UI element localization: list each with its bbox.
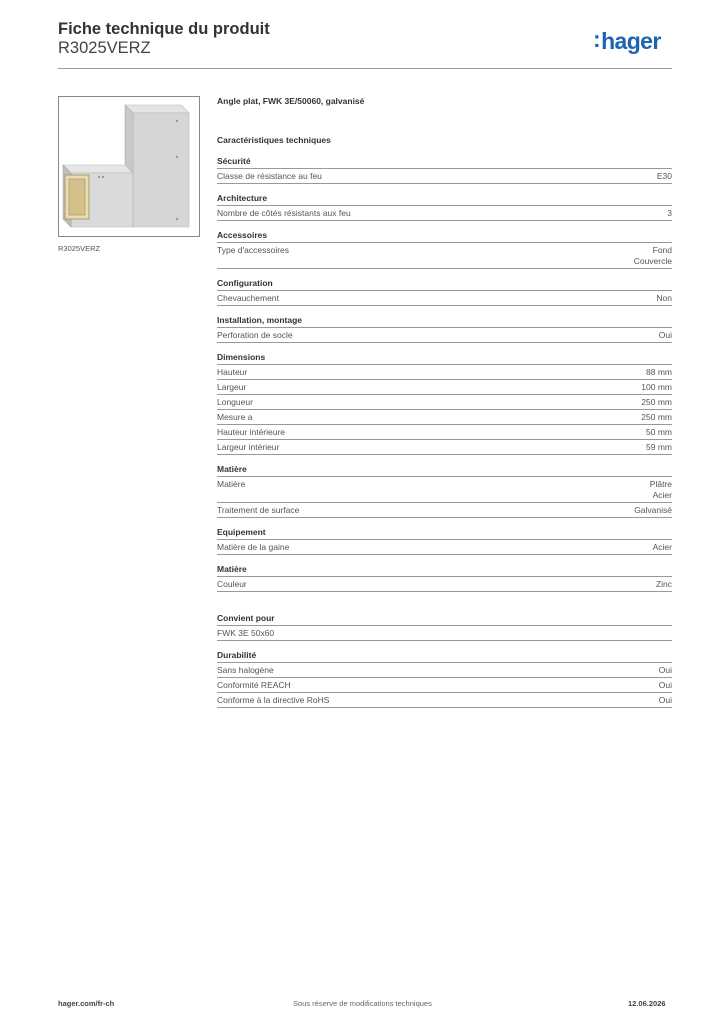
spec-value: 59 mm — [646, 442, 672, 452]
spec-sections — [217, 156, 672, 708]
footer-date: 12.06.2026 — [628, 999, 666, 1008]
section-title: Dimensions — [217, 352, 672, 365]
spec-label: Sans halogène — [217, 665, 274, 675]
product-description: Angle plat, FWK 3E/50060, galvanisé — [217, 96, 365, 106]
spec-label: Couleur — [217, 579, 247, 589]
spec-value: E30 — [656, 171, 672, 181]
spec-row — [217, 503, 672, 518]
spec-row — [217, 395, 672, 410]
spec-value: Oui — [658, 680, 672, 690]
section-title: Installation, montage — [217, 315, 672, 328]
spec-value: 88 mm — [646, 367, 672, 377]
spec-section — [217, 193, 672, 221]
product-reference: R3025VERZ — [58, 39, 151, 57]
spec-section — [217, 230, 672, 269]
technical-characteristics-title: Caractéristiques techniques — [217, 135, 331, 145]
spec-label: Traitement de surface — [217, 505, 300, 515]
spec-value: Galvanisé — [634, 505, 672, 515]
spec-content — [217, 96, 672, 717]
spec-section — [217, 156, 672, 184]
spec-label: Mesure a — [217, 412, 253, 422]
spec-section — [217, 527, 672, 555]
spec-section — [217, 315, 672, 343]
spec-row — [217, 678, 672, 693]
spec-row — [217, 328, 672, 343]
footer-website: hager.com/fr-ch — [58, 999, 115, 1008]
spec-value: 250 mm — [641, 397, 672, 407]
spec-value: Acier — [652, 542, 672, 552]
spec-section — [217, 650, 672, 708]
spec-value: Non — [656, 293, 672, 303]
spec-value: Oui — [658, 695, 672, 705]
spec-label: Longueur — [217, 397, 253, 407]
spec-row — [217, 206, 672, 221]
spec-section — [217, 464, 672, 518]
spec-label: Classe de résistance au feu — [217, 171, 322, 181]
spec-value: Oui — [658, 330, 672, 340]
spec-value: 250 mm — [641, 412, 672, 422]
product-image — [58, 96, 200, 237]
spec-value: Fond Couvercle — [633, 245, 672, 266]
header-divider — [58, 68, 672, 69]
section-title: Architecture — [217, 193, 672, 206]
section-title: Matière — [217, 464, 672, 477]
spec-row — [217, 243, 672, 269]
spec-section — [217, 564, 672, 592]
spec-label: Largeur — [217, 382, 247, 392]
spec-label: Type d'accessoires — [217, 245, 290, 255]
spec-section — [217, 352, 672, 455]
spec-label: Hauteur intérieure — [217, 427, 286, 437]
spec-value: Oui — [658, 665, 672, 675]
spec-section — [217, 613, 672, 641]
spec-label: Chevauchement — [217, 293, 279, 303]
spec-row — [217, 380, 672, 395]
spec-label: Nombre de côtés résistants aux feu — [217, 208, 351, 218]
spec-row — [217, 626, 672, 641]
section-title: Equipement — [217, 527, 672, 540]
spec-label: Largeur intérieur — [217, 442, 280, 452]
spec-label: Hauteur — [217, 367, 248, 377]
spec-label: FWK 3E 50x60 — [217, 628, 275, 638]
spec-value: 50 mm — [646, 427, 672, 437]
spec-label: Matière de la gaine — [217, 542, 290, 552]
spec-row — [217, 663, 672, 678]
section-title: Matière — [217, 564, 672, 577]
hager-logo: :hager — [593, 26, 661, 54]
spec-value: 3 — [667, 208, 672, 218]
spec-value: Zinc — [655, 579, 672, 589]
footer-notice: Sous réserve de modifications techniques — [293, 999, 432, 1008]
spec-row — [217, 440, 672, 455]
spec-row — [217, 425, 672, 440]
spec-label: Conforme à la directive RoHS — [217, 695, 330, 705]
spec-row — [217, 169, 672, 184]
image-caption: R3025VERZ — [58, 244, 101, 253]
spec-row — [217, 540, 672, 555]
document-title: Fiche technique du produit — [58, 20, 270, 38]
spec-row — [217, 291, 672, 306]
spec-row — [217, 365, 672, 380]
spec-row — [217, 693, 672, 708]
spec-row — [217, 577, 672, 592]
spec-label: Perforation de socle — [217, 330, 293, 340]
spec-value: Plâtre Acier — [649, 479, 672, 500]
spec-value: 100 mm — [641, 382, 672, 392]
section-title: Durabilité — [217, 650, 672, 663]
spec-row — [217, 410, 672, 425]
spec-label: Conformité REACH — [217, 680, 291, 690]
spec-label: Matière — [217, 479, 246, 489]
section-title: Sécurité — [217, 156, 672, 169]
spec-section — [217, 278, 672, 306]
section-title: Accessoires — [217, 230, 672, 243]
section-spacer — [217, 601, 672, 613]
spec-row — [217, 477, 672, 503]
section-title: Convient pour — [217, 613, 672, 626]
section-title: Configuration — [217, 278, 672, 291]
